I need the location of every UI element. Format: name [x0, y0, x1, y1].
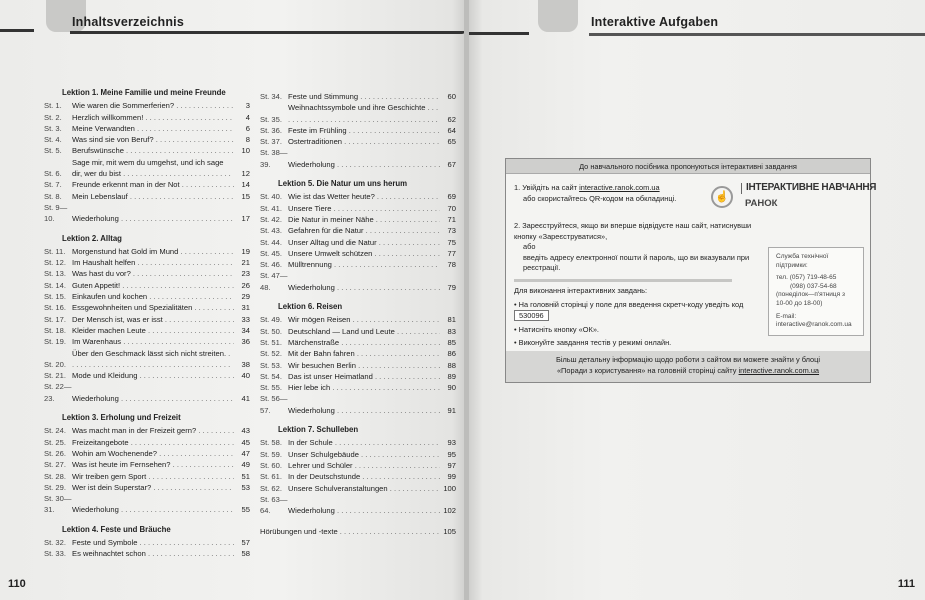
- entry-number: St. 1.: [44, 101, 62, 111]
- entry-title: Freunde erkennt man in der Not . . .: [72, 179, 234, 190]
- header-rule: [469, 32, 529, 35]
- entry-number: St. 2.: [44, 112, 62, 122]
- entry-page: 36: [241, 337, 250, 347]
- entry-page: 100: [443, 483, 456, 493]
- entry-page: 86: [447, 349, 456, 359]
- entry-number: St. 9—10.: [44, 202, 68, 224]
- tasks-section: Для виконання інтерактивних завдань: • На головній сторінці у поле для введення скретч-коду уведіть код 530096 • Натисніть кнопку «ОК». • Виконуйте завдання тестів у режимі онлайн.: [514, 286, 754, 349]
- support-title: Служба технічної підтримки:: [776, 253, 829, 269]
- entry-title: Deutschland — Land und Leute . . .: [288, 326, 440, 337]
- entry-page: 34: [241, 325, 250, 335]
- toc-entry: [260, 225, 456, 236]
- entry-page: 67: [447, 159, 456, 169]
- entry-number: St. 54.: [260, 371, 282, 381]
- entry-number: St. 49.: [260, 315, 282, 325]
- toc-entry: [44, 134, 250, 145]
- entry-page: 14: [241, 180, 250, 190]
- entry-title: Was ist heute im Fernsehen? . . .: [72, 459, 234, 470]
- entry-page: 99: [447, 472, 456, 482]
- entry-title: Wiederholung . . .: [72, 393, 234, 404]
- entry-title: In der Deutschstunde . . .: [288, 471, 440, 482]
- entry-title: Mode und Kleidung . . .: [72, 370, 234, 381]
- toc-entry: [44, 548, 250, 559]
- divider: [514, 279, 732, 282]
- entry-page: 69: [447, 192, 456, 202]
- entry-page: 102: [443, 506, 456, 516]
- support-tel-1: тел. (057) 719-48-65: [776, 274, 837, 282]
- page-number: 111: [897, 578, 915, 590]
- entry-title: Unsere Tiere . . .: [288, 203, 440, 214]
- entry-page: 40: [241, 371, 250, 381]
- entry-number: St. 59.: [260, 449, 282, 459]
- entry-page: 6: [245, 123, 250, 133]
- entry-number: St. 18.: [44, 325, 66, 335]
- entry-title: Guten Appetit! . . .: [72, 280, 234, 291]
- toc-entry: [260, 125, 456, 136]
- toc-entry: [44, 448, 250, 459]
- entry-page: 81: [447, 315, 456, 325]
- toc-entry: [260, 460, 456, 471]
- entry-page: 55: [241, 505, 250, 515]
- lektion-heading: Lektion 1. Meine Familie und meine Freunde: [62, 88, 226, 97]
- entry-title: Unsere Umwelt schützen . . .: [288, 248, 440, 259]
- bullet-1: На головній сторінці у поле для введення скретч-коду уведіть код: [518, 299, 744, 309]
- entry-title: Feste und Symbole . . .: [72, 537, 234, 548]
- entry-number: St. 52.: [260, 349, 282, 359]
- ranok-logo: [711, 182, 877, 219]
- toc-column-1: [44, 87, 250, 560]
- toc-entry: [260, 91, 456, 102]
- entry-title: Lehrer und Schüler . . .: [288, 460, 440, 471]
- toc-entry: [44, 336, 250, 347]
- step-1-note: або скористайтесь QR-кодом на обкладинці.: [523, 193, 677, 203]
- entry-page: 26: [241, 280, 250, 290]
- entry-number: St. 12.: [44, 258, 66, 268]
- toc-entry: [44, 145, 250, 156]
- entry-number: St. 45.: [260, 248, 282, 258]
- toc-entry: [260, 147, 456, 170]
- entry-page: 105: [443, 527, 456, 537]
- header-rule: [0, 29, 34, 32]
- toc-entry: [260, 337, 456, 348]
- entry-title: Unser Alltag und die Natur . . .: [288, 237, 440, 248]
- lektion-heading: Lektion 3. Erholung und Freizeit: [62, 413, 181, 423]
- entry-page: 70: [447, 203, 456, 213]
- entry-page: 43: [241, 426, 250, 436]
- logo-brand: РАНОК: [745, 198, 778, 209]
- toc-entry: [260, 471, 456, 482]
- entry-title: Feste und Stimmung . . .: [288, 91, 440, 102]
- toc-entry: [44, 425, 250, 436]
- entry-title: Mülltrennung . . .: [288, 259, 440, 270]
- support-hours: (понеділок—п'ятниця з 10-00 до 18-00): [776, 291, 845, 307]
- entry-number: St. 61.: [260, 472, 282, 482]
- lektion-heading: Lektion 2. Alltag: [62, 233, 122, 243]
- toc-entry: [44, 493, 250, 516]
- entry-page: 62: [447, 114, 456, 124]
- toc-entry: [44, 202, 250, 225]
- step-2-or: або: [523, 242, 536, 251]
- toc-entry: [260, 371, 456, 382]
- entry-number: St. 27.: [44, 460, 66, 470]
- toc-entry: [44, 268, 250, 279]
- toc-entry: [260, 393, 456, 416]
- box-footer: [506, 351, 870, 382]
- entry-page: 95: [447, 449, 456, 459]
- entry-number: St. 26.: [44, 448, 66, 458]
- toc-entry: [44, 157, 250, 180]
- interactive-tasks-box: [505, 158, 877, 383]
- entry-number: St. 63—64.: [260, 494, 288, 516]
- entry-page: 47: [241, 448, 250, 458]
- entry-title: Im Haushalt helfen . . .: [72, 257, 234, 268]
- entry-number: St. 21.: [44, 371, 66, 381]
- email-label: E-mail:: [776, 312, 797, 320]
- entry-title: Wiederholung . . .: [288, 282, 440, 293]
- footer-line-2: «Поради з користування» на головній сторінці сайту: [556, 365, 737, 375]
- lektion-heading: Lektion 4. Feste und Bräuche: [62, 524, 171, 534]
- entry-number: St. 51.: [260, 337, 282, 347]
- entry-page: 23: [241, 269, 250, 279]
- toc-entry: [44, 302, 250, 313]
- toc-entry: [44, 370, 250, 381]
- entry-number: St. 8.: [44, 191, 62, 201]
- entry-page: 89: [447, 371, 456, 381]
- entry-title: Weihnachtssymbole und ihre Geschichte . . .: [288, 102, 440, 125]
- box-title: До навчального посібника пропонуються інтерактивні завдання: [506, 159, 870, 174]
- entry-title: Feste im Frühling . . .: [288, 125, 440, 136]
- entry-number: St. 7.: [44, 180, 62, 190]
- scratch-code: 530096: [514, 310, 549, 321]
- entry-number: St. 53.: [260, 360, 282, 370]
- toc-entry: [260, 382, 456, 393]
- entry-page: 73: [447, 226, 456, 236]
- entry-number: St. 56—57.: [260, 394, 288, 415]
- toc-entry: [44, 191, 250, 202]
- toc-entry: [260, 348, 456, 359]
- entry-page: 19: [241, 246, 250, 256]
- entry-page: 33: [241, 314, 250, 324]
- header-rule: [70, 31, 465, 34]
- entry-page: 79: [447, 282, 456, 292]
- entry-title: Herzlich willkommen! . . .: [72, 112, 234, 123]
- entry-page: 53: [241, 482, 250, 492]
- entry-number: St. 22—23.: [44, 382, 72, 403]
- entry-number: St. 50.: [260, 326, 282, 336]
- entry-title: Wie ist das Wetter heute? . . .: [288, 191, 440, 202]
- entry-page: 93: [447, 438, 456, 448]
- entry-number: St. 20.: [44, 359, 66, 369]
- step-2-note: введіть адресу електронної пошти й пароль, що ви вказували при реєстрації.: [523, 252, 750, 272]
- entry-title: Was sind sie von Beruf? . . .: [72, 134, 234, 145]
- entry-number: St. 5.: [44, 146, 62, 156]
- entry-title: Morgenstund hat Gold im Mund . . .: [72, 246, 234, 257]
- entry-title: Essgewohnheiten und Spezialitäten . . .: [72, 302, 234, 313]
- entry-number: St. 58.: [260, 438, 282, 448]
- entry-number: St. 38—39.: [260, 148, 288, 169]
- entry-title: Gefahren für die Natur . . .: [288, 225, 440, 236]
- entry-page: 8: [245, 135, 250, 145]
- entry-title: Wer ist dein Superstar? . . .: [72, 482, 234, 493]
- toc-entry: [260, 136, 456, 147]
- entry-number: St. 34.: [260, 92, 282, 101]
- entry-title: Wiederholung . . .: [288, 505, 440, 516]
- entry-number: St. 35.: [260, 114, 282, 124]
- support-email: interactive@ranok.com.ua: [776, 321, 852, 329]
- entry-title: Sage mir, mit wem du umgehst, und ich sage dir, wer du bist . . .: [72, 157, 234, 180]
- entry-title: Wiederholung . . .: [288, 405, 440, 416]
- toc-entry: [260, 483, 456, 494]
- toc-entry: [260, 326, 456, 337]
- toc-entry: [260, 526, 456, 537]
- support-tel-2: (098) 037-54-68: [790, 282, 837, 290]
- toc-entry: [260, 248, 456, 259]
- page-title: Inhaltsverzeichnis: [72, 15, 184, 29]
- step-2: [514, 221, 754, 274]
- toc-entry: [260, 270, 456, 293]
- entry-title: Die Natur in meiner Nähe . . .: [288, 214, 440, 225]
- entry-number: St. 28.: [44, 471, 66, 481]
- entry-title: Kleider machen Leute . . .: [72, 325, 234, 336]
- toc-entry: [44, 179, 250, 190]
- lektion-heading: Lektion 7. Schulleben: [278, 425, 359, 435]
- step-1-text: 1. Увійдіть на сайт: [514, 183, 578, 192]
- entry-number: St. 40.: [260, 192, 282, 202]
- entry-page: 97: [447, 460, 456, 470]
- entry-number: St. 37.: [260, 137, 282, 147]
- entry-number: St. 43.: [260, 226, 282, 236]
- toc-entry: [44, 437, 250, 448]
- lektion-heading: Lektion 5. Die Natur um uns herum: [278, 179, 408, 189]
- entry-number: St. 41.: [260, 203, 282, 213]
- toc-column-2: [260, 91, 456, 538]
- entry-page: 51: [241, 471, 250, 481]
- entry-title: Unser Schulgebäude . . .: [288, 449, 440, 460]
- logo-title: ІНТЕРАКТИВНЕ НАВЧАННЯ: [741, 183, 876, 194]
- toc-entry: [260, 214, 456, 225]
- entry-title: Das ist unser Heimatland . . .: [288, 371, 440, 382]
- entry-title: Wir mögen Reisen . . .: [288, 314, 440, 325]
- entry-title: Wiederholung . . .: [72, 213, 234, 224]
- entry-page: 78: [447, 260, 456, 270]
- entry-number: St. 33.: [44, 549, 66, 559]
- entry-title: Wiederholung . . .: [288, 159, 440, 170]
- tasks-title: Для виконання інтерактивних завдань:: [514, 286, 648, 295]
- entry-page: 17: [241, 214, 250, 224]
- entry-title: Hörübungen und -texte . . .: [260, 526, 440, 537]
- entry-page: 83: [447, 326, 456, 336]
- footer-line-1: Більш детальну інформацію щодо роботи з сайтом ви можете знайти у блоці: [555, 355, 820, 364]
- entry-title: Wohin am Wochenende? . . .: [72, 448, 234, 459]
- entry-number: St. 15.: [44, 292, 66, 302]
- entry-number: St. 6.: [44, 169, 62, 179]
- toc-entry: [44, 482, 250, 493]
- entry-number: St. 25.: [44, 437, 66, 447]
- toc-entry: [44, 291, 250, 302]
- entry-number: St. 46.: [260, 260, 282, 270]
- entry-title: Hier lebe ich . . .: [288, 382, 440, 393]
- entry-number: St. 13.: [44, 269, 66, 279]
- entry-page: 49: [241, 460, 250, 470]
- entry-number: St. 36.: [260, 125, 282, 135]
- toc-entry: [44, 537, 250, 548]
- toc-entry: [260, 259, 456, 270]
- toc-entry: [44, 246, 250, 257]
- entry-page: 60: [447, 92, 456, 101]
- entry-number: St. 42.: [260, 214, 282, 224]
- entry-number: St. 32.: [44, 537, 66, 547]
- entry-title: Freizeitangebote . . .: [72, 437, 234, 448]
- site-link[interactable]: interactive.ranok.com.ua: [579, 183, 660, 192]
- entry-title: Berufswünsche . . .: [72, 145, 234, 156]
- entry-page: 3: [245, 101, 250, 111]
- entry-number: St. 44.: [260, 237, 282, 247]
- toc-entry: [44, 112, 250, 123]
- entry-title: In der Schule . . .: [288, 437, 440, 448]
- toc-entry: [44, 257, 250, 268]
- header-rule: [589, 33, 925, 36]
- step-1: [514, 183, 706, 204]
- entry-number: St. 17.: [44, 314, 66, 324]
- support-panel: [768, 247, 864, 336]
- entry-page: 21: [241, 258, 250, 268]
- toc-entry: [44, 280, 250, 291]
- toc-entry: [44, 123, 250, 134]
- entry-page: 85: [447, 337, 456, 347]
- entry-title: Wir treiben gern Sport . . .: [72, 471, 234, 482]
- entry-page: 31: [241, 303, 250, 313]
- step-2-text: 2. Зареєструйтеся, якщо ви вперше відвідуєте наш сайт, натиснувши кнопку «Зареєструватися»,: [514, 221, 752, 241]
- toc-entry: [44, 100, 250, 111]
- entry-page: 91: [447, 405, 456, 415]
- entry-number: St. 30—31.: [44, 494, 72, 515]
- toc-entry: [260, 494, 456, 517]
- toc-entry: [260, 360, 456, 371]
- entry-page: 41: [241, 393, 250, 403]
- toc-entry: [260, 102, 456, 125]
- entry-number: St. 47—48.: [260, 271, 288, 292]
- toc-entry: [260, 449, 456, 460]
- entry-title: Unsere Schulveranstaltungen . . .: [288, 483, 440, 494]
- toc-entry: [44, 471, 250, 482]
- toc-entry: [44, 381, 250, 404]
- entry-number: St. 29.: [44, 482, 66, 492]
- entry-number: St. 55.: [260, 383, 282, 393]
- entry-title: Einkaufen und kochen . . .: [72, 291, 234, 302]
- entry-title: Wiederholung . . .: [72, 504, 234, 515]
- entry-number: St. 16.: [44, 303, 66, 313]
- entry-number: St. 4.: [44, 135, 62, 145]
- entry-title: Über den Geschmack lässt sich nicht streiten. . . .: [72, 348, 234, 371]
- entry-title: Meine Verwandten . . .: [72, 123, 234, 134]
- entry-title: Der Mensch ist, was er isst . . .: [72, 314, 234, 325]
- entry-title: Was hast du vor? . . .: [72, 268, 234, 279]
- entry-number: St. 62.: [260, 483, 282, 493]
- toc-entry: [44, 348, 250, 371]
- touch-icon: ☝: [711, 186, 733, 208]
- entry-number: St. 19.: [44, 337, 66, 347]
- entry-page: 12: [241, 169, 250, 179]
- entry-page: 58: [241, 549, 250, 559]
- bullet-3: Виконуйте завдання тестів у режимі онлайн.: [518, 338, 672, 347]
- entry-number: St. 3.: [44, 123, 62, 133]
- toc-entry: [44, 459, 250, 470]
- entry-page: 10: [241, 146, 250, 156]
- entry-number: St. 24.: [44, 426, 66, 436]
- entry-title: Mit der Bahn fahren . . .: [288, 348, 440, 359]
- page-title: Interaktive Aufgaben: [591, 15, 719, 29]
- entry-title: Wie waren die Sommerferien? . . .: [72, 100, 234, 111]
- entry-page: 4: [245, 112, 250, 122]
- header-tab: [538, 0, 578, 32]
- entry-title: Wir besuchen Berlin . . .: [288, 360, 440, 371]
- entry-page: 90: [447, 383, 456, 393]
- toc-entry: [44, 314, 250, 325]
- entry-number: St. 11.: [44, 246, 66, 256]
- entry-title: Es weihnachtet schon . . .: [72, 548, 234, 559]
- toc-entry: [260, 191, 456, 202]
- entry-title: Ostertraditionen . . .: [288, 136, 440, 147]
- entry-page: 77: [447, 248, 456, 258]
- page-number: 110: [8, 578, 26, 590]
- entry-title: Mein Lebenslauf . . .: [72, 191, 234, 202]
- entry-page: 45: [241, 437, 250, 447]
- footer-site-link[interactable]: interactive.ranok.com.ua: [738, 365, 820, 375]
- entry-page: 64: [447, 125, 456, 135]
- toc-entry: [260, 437, 456, 448]
- entry-number: St. 60.: [260, 460, 282, 470]
- entry-title: Märchenstraße . . .: [288, 337, 440, 348]
- entry-page: 29: [241, 292, 250, 302]
- entry-title: Was macht man in der Freizeit gern? . . .: [72, 425, 234, 436]
- toc-entry: [260, 314, 456, 325]
- entry-page: 38: [241, 359, 250, 369]
- entry-page: 65: [447, 137, 456, 147]
- entry-title: Im Warenhaus . . .: [72, 336, 234, 347]
- entry-number: St. 14.: [44, 280, 66, 290]
- bullet-2: Натисніть кнопку «ОК».: [518, 324, 599, 334]
- entry-page: 88: [447, 360, 456, 370]
- toc-entry: [260, 203, 456, 214]
- entry-page: 57: [241, 537, 250, 547]
- entry-page: 71: [447, 214, 456, 224]
- entry-page: 15: [241, 191, 250, 201]
- lektion-heading: Lektion 6. Reisen: [278, 302, 343, 312]
- toc-entry: [260, 237, 456, 248]
- entry-page: 75: [447, 237, 456, 247]
- toc-entry: [44, 325, 250, 336]
